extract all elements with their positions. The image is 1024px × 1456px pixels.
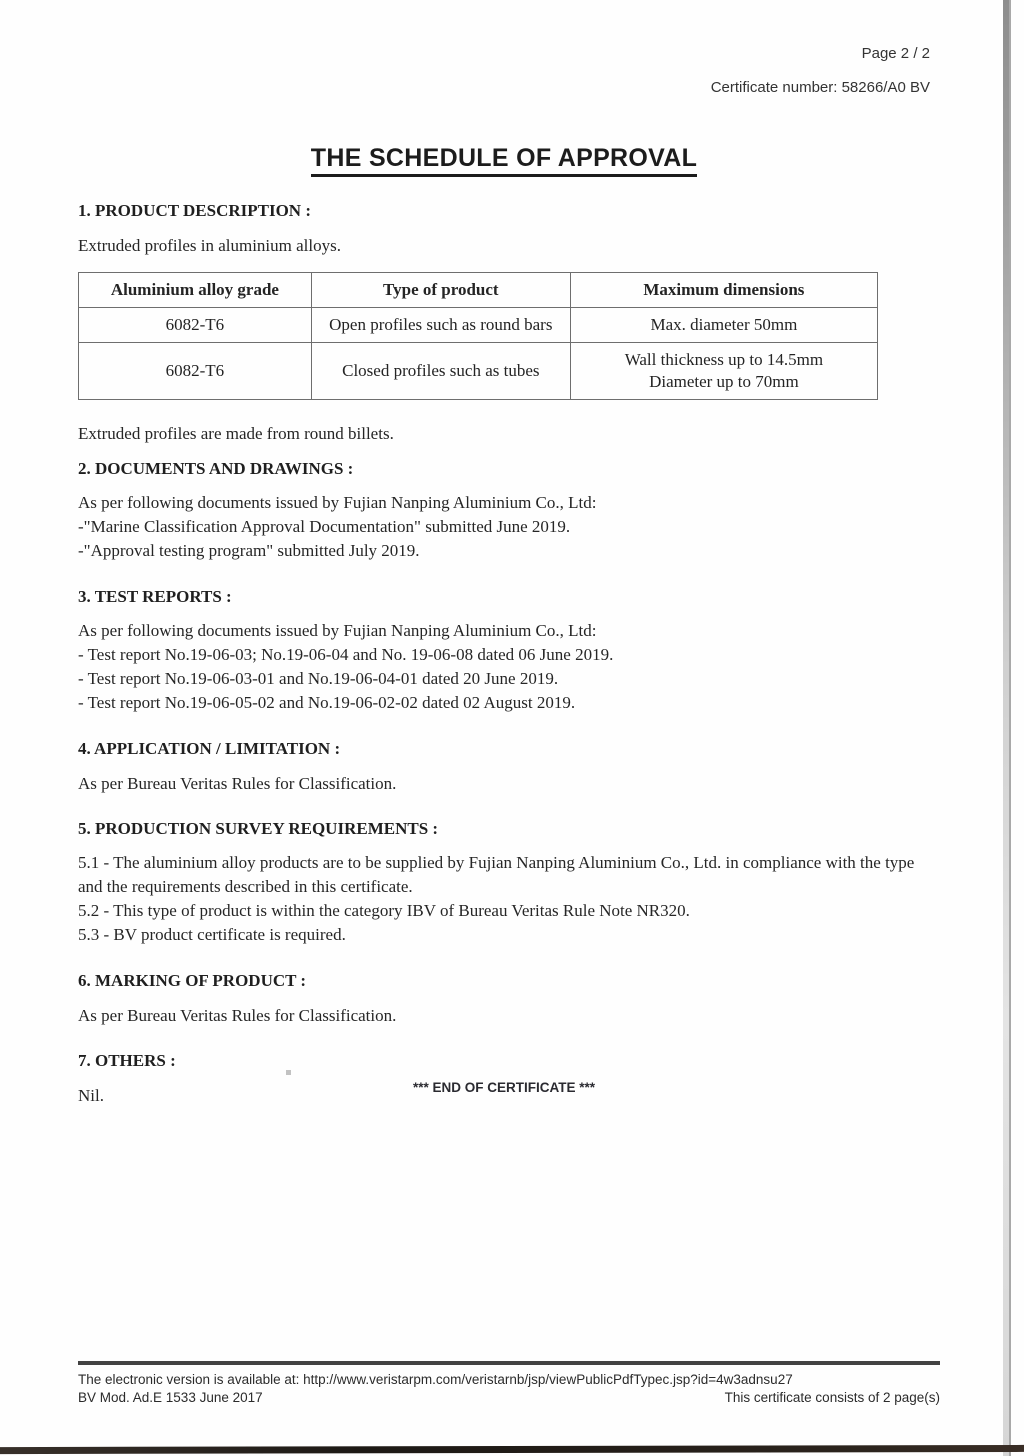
cell-type: Closed profiles such as tubes — [311, 343, 570, 400]
test-reports-list — [78, 619, 930, 715]
scan-right-edge-line — [1009, 0, 1011, 1456]
section-application-limitation — [78, 739, 930, 795]
section-product-description — [78, 201, 930, 445]
cell-dimensions — [570, 343, 877, 400]
paragraph-line: 5.1 - The aluminium alloy products are to be supplied by Fujian Nanping Aluminium Co., Ltd. in compliance with the type and the requirements described in this certificate. — [78, 853, 915, 896]
section-1-heading: 1. PRODUCT DESCRIPTION : — [78, 201, 311, 220]
alloy-approval-table — [78, 272, 878, 400]
section-3-heading: 3. TEST REPORTS : — [78, 587, 232, 606]
scan-bottom-edge-artifact — [0, 1445, 1024, 1454]
form-reference: BV Mod. Ad.E 1533 June 2017 — [78, 1389, 263, 1405]
page-footer — [78, 1361, 940, 1406]
column-header-grade: Aluminium alloy grade — [79, 273, 312, 308]
section-7-heading: 7. OTHERS : — [78, 1051, 176, 1070]
footer-rule — [78, 1361, 940, 1365]
cell-type: Open profiles such as round bars — [311, 308, 570, 343]
paragraph-line: 5.3 - BV product certificate is required. — [78, 925, 346, 944]
footer-second-line — [78, 1389, 940, 1406]
product-description-text: Extruded profiles in aluminium alloys. — [78, 236, 341, 255]
billets-note: Extruded profiles are made from round billets. — [78, 424, 394, 443]
section-2-heading: 2. DOCUMENTS AND DRAWINGS : — [78, 459, 354, 478]
paragraph-line: -"Approval testing program" submitted July 2019. — [78, 541, 420, 560]
certificate-number: Certificate number: 58266/A0 BV — [710, 79, 930, 96]
section-test-reports — [78, 587, 930, 715]
header-meta — [78, 44, 930, 98]
marking-text: As per Bureau Veritas Rules for Classification. — [78, 1006, 397, 1025]
section-marking — [78, 971, 930, 1027]
paragraph-line: -"Marine Classification Approval Documentation" submitted June 2019. — [78, 517, 571, 536]
application-text: As per Bureau Veritas Rules for Classification. — [78, 774, 397, 793]
table-header-row — [79, 273, 878, 308]
end-of-certificate-marker: *** END OF CERTIFICATE *** — [412, 1080, 596, 1095]
section-5-heading: 5. PRODUCTION SURVEY REQUIREMENTS : — [78, 819, 439, 838]
section-4-heading: 4. APPLICATION / LIMITATION : — [78, 739, 341, 758]
table-row — [79, 308, 878, 343]
paragraph-line: - Test report No.19-06-03-01 and No.19-06-04-01 dated 20 June 2019. — [78, 669, 559, 688]
document-title: THE SCHEDULE OF APPROVAL — [311, 144, 697, 177]
paragraph-line: 5.2 - This type of product is within the category IBV of Bureau Veritas Rule Note NR320. — [78, 901, 690, 920]
section-6-heading: 6. MARKING OF PRODUCT : — [78, 971, 307, 990]
survey-requirements-list — [78, 851, 930, 947]
dimension-line: Diameter up to 70mm — [649, 372, 799, 391]
alloy-table-wrapper — [78, 272, 930, 400]
paragraph-line: As per following documents issued by Fujian Nanping Aluminium Co., Ltd: — [78, 493, 597, 512]
others-text: Nil. — [78, 1086, 104, 1105]
page-count-note: This certificate consists of 2 page(s) — [724, 1389, 940, 1405]
cell-dimensions — [570, 308, 877, 343]
table-row — [79, 343, 878, 400]
documents-list — [78, 491, 930, 563]
column-header-type: Type of product — [311, 273, 570, 308]
section-others — [78, 1051, 930, 1107]
dimension-line: Max. diameter 50mm — [650, 315, 798, 334]
dimension-line: Wall thickness up to 14.5mm — [624, 350, 824, 369]
column-header-dimensions: Maximum dimensions — [570, 273, 877, 308]
cell-grade: 6082-T6 — [79, 308, 312, 343]
paragraph-line: - Test report No.19-06-05-02 and No.19-06-02-02 dated 02 August 2019. — [78, 693, 576, 712]
page-number: Page 2 / 2 — [861, 45, 930, 62]
section-production-survey — [78, 819, 930, 947]
section-documents-drawings — [78, 459, 930, 563]
paragraph-line: As per following documents issued by Fujian Nanping Aluminium Co., Ltd: — [78, 621, 597, 640]
paragraph-line: - Test report No.19-06-03; No.19-06-04 and No. 19-06-08 dated 06 June 2019. — [78, 645, 614, 664]
electronic-version-note: The electronic version is available at: http://www.veristarpm.com/veristarnb/jsp/viewPublicPdfTypec.jsp?id=4w3adnsu27 — [78, 1371, 793, 1387]
scan-speck-artifact — [286, 1070, 291, 1075]
title-block — [78, 144, 930, 177]
cell-grade: 6082-T6 — [79, 343, 312, 400]
